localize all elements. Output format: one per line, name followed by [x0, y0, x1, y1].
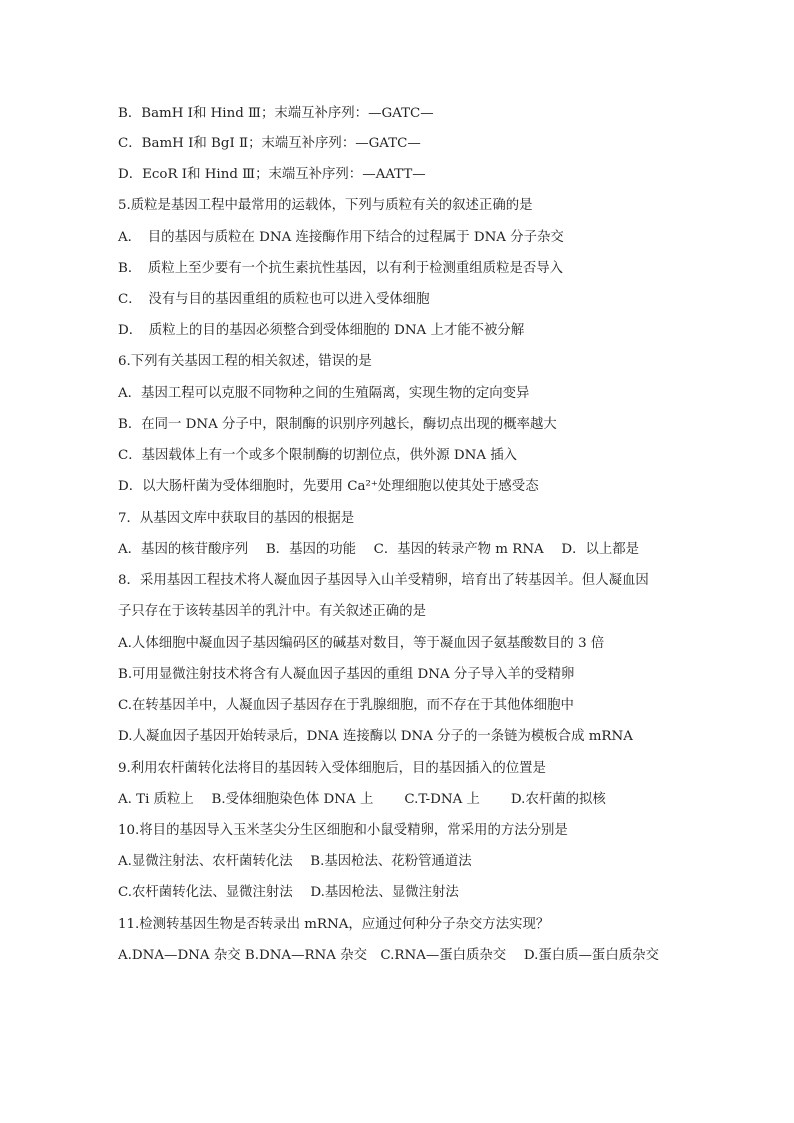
question-6-stem: 6.下列有关基因工程的相关叙述，错误的是	[118, 354, 372, 369]
option-line-b: B．BamH Ⅰ和 Hind Ⅲ；末端互补序列：—GATC—	[118, 106, 434, 121]
question-5-stem: 5.质粒是基因工程中最常用的运载体，下列与质粒有关的叙述正确的是	[118, 198, 533, 213]
question-6-option-c: C．基因载体上有一个或多个限制酶的切割位点，供外源 DNA 插入	[118, 448, 518, 463]
question-8-option-d: D.人凝血因子基因开始转录后，DNA 连接酶以 DNA 分子的一条链为模板合成 mRNA	[118, 729, 633, 744]
question-6-option-d: D．以大肠杆菌为受体细胞时，先要用 Ca²⁺处理细胞以使其处于感受态	[118, 479, 539, 494]
question-7-options: A．基因的核苷酸序列 B．基因的功能 C．基因的转录产物 m RNA D．以上都是	[118, 542, 640, 557]
question-7-stem: 7．从基因文库中获取目的基因的根据是	[118, 511, 355, 526]
question-5-option-b: B． 质粒上至少要有一个抗生素抗性基因，以有利于检测重组质粒是否导入	[118, 261, 564, 276]
question-11-options: A.DNA—DNA 杂交 B.DNA—RNA 杂交 C.RNA—蛋白质杂交 D.蛋白质—蛋白质杂交	[118, 948, 659, 963]
question-6-option-b: B．在同一 DNA 分子中，限制酶的识别序列越长，酶切点出现的概率越大	[118, 417, 557, 432]
question-8-stem-line-1: 8．采用基因工程技术将人凝血因子基因导入山羊受精卵，培育出了转基因羊。但人凝血因	[118, 573, 649, 588]
question-10-options-cd: C.农杆菌转化法、显微注射法 D.基因枪法、显微注射法	[118, 885, 459, 900]
question-9-options: A. Ti 质粒上 B.受体细胞染色体 DNA 上 C.T-DNA 上 D.农杆菌的拟核	[118, 792, 606, 807]
option-line-d: D．EcoR Ⅰ和 Hind Ⅲ；末端互补序列：—AATT—	[118, 167, 426, 182]
question-9-stem: 9.利用农杆菌转化法将目的基因转入受体细胞后，目的基因插入的位置是	[118, 761, 546, 776]
option-line-c: C．BamH Ⅰ和 BgI Ⅱ；末端互补序列：—GATC—	[118, 136, 421, 151]
question-6-option-a: A．基因工程可以克服不同物种之间的生殖隔离，实现生物的定向变异	[118, 386, 530, 401]
question-5-option-c: C． 没有与目的基因重组的质粒也可以进入受体细胞	[118, 292, 430, 307]
question-5-option-d: D． 质粒上的目的基因必须整合到受体细胞的 DNA 上才能不被分解	[118, 323, 525, 338]
question-5-option-a: A． 目的基因与质粒在 DNA 连接酶作用下结合的过程属于 DNA 分子杂交	[118, 230, 564, 245]
question-8-option-a: A.人体细胞中凝血因子基因编码区的碱基对数目，等于凝血因子氨基酸数目的 3 倍	[118, 636, 605, 651]
question-10-stem: 10.将目的基因导入玉米茎尖分生区细胞和小鼠受精卵，常采用的方法分别是	[118, 823, 568, 838]
question-11-stem: 11.检测转基因生物是否转录出 mRNA，应通过何种分子杂交方法实现？	[118, 917, 550, 932]
question-8-option-c: C.在转基因羊中，人凝血因子基因存在于乳腺细胞，而不存在于其他体细胞中	[118, 698, 574, 713]
question-8-stem-line-2: 子只存在于该转基因羊的乳汁中。有关叙述正确的是	[118, 604, 426, 619]
question-8-option-b: B.可用显微注射技术将含有人凝血因子基因的重组 DNA 分子导入羊的受精卵	[118, 667, 575, 682]
question-10-options-ab: A.显微注射法、农杆菌转化法 B.基因枪法、花粉管通道法	[118, 854, 472, 869]
